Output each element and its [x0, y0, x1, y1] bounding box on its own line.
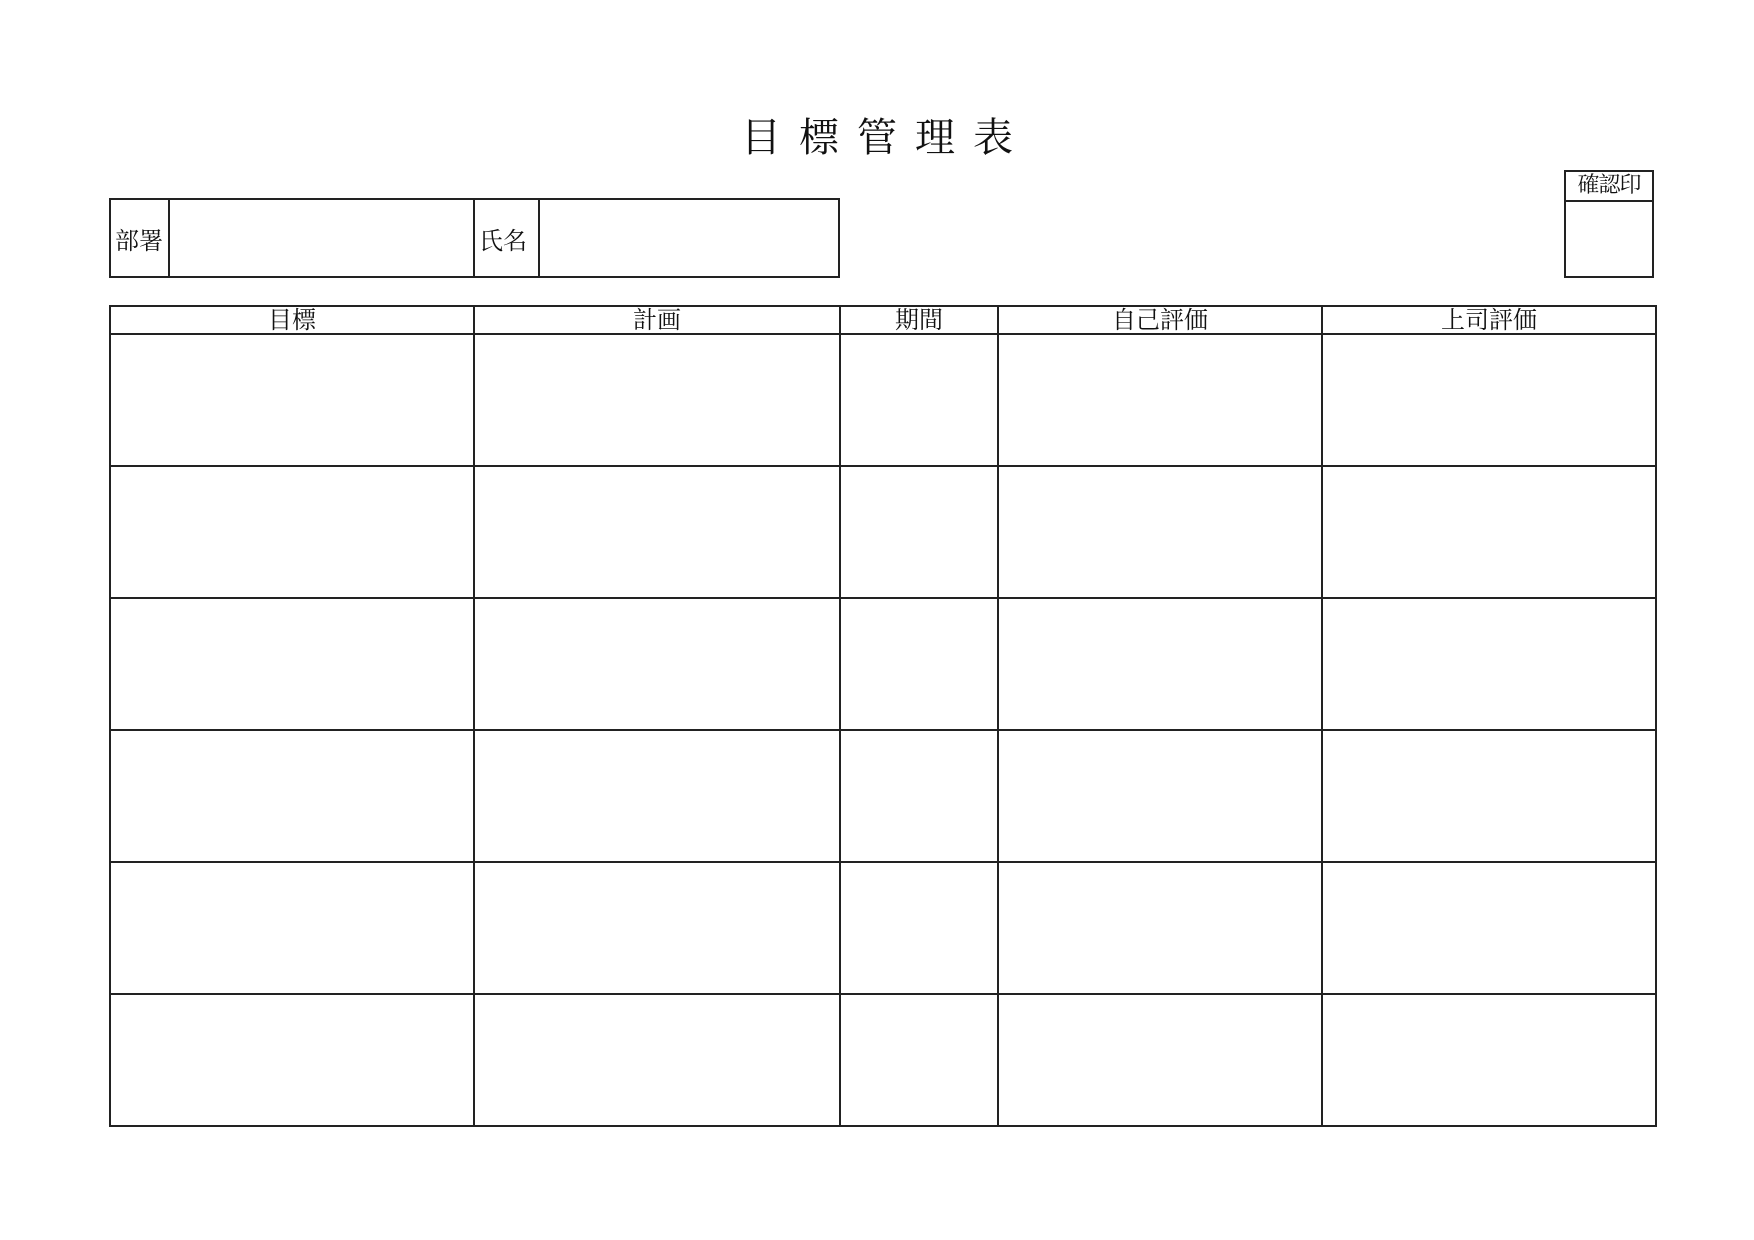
- goal-cell[interactable]: [110, 598, 474, 730]
- supervisor-evaluation-cell[interactable]: [1322, 466, 1656, 598]
- period-cell[interactable]: [840, 334, 998, 466]
- self-evaluation-cell[interactable]: [998, 730, 1322, 862]
- name-label: 氏名: [474, 199, 539, 277]
- column-header-plan: 計画: [474, 306, 840, 334]
- column-header-supervisor-evaluation: 上司評価: [1322, 306, 1656, 334]
- period-cell[interactable]: [840, 994, 998, 1126]
- self-evaluation-cell[interactable]: [998, 466, 1322, 598]
- column-header-goal: 目標: [110, 306, 474, 334]
- supervisor-evaluation-cell[interactable]: [1322, 730, 1656, 862]
- period-cell[interactable]: [840, 862, 998, 994]
- page-title: 目標管理表: [741, 115, 1031, 161]
- goal-cell[interactable]: [110, 730, 474, 862]
- confirmation-stamp-area[interactable]: [1566, 202, 1652, 278]
- department-label: 部署: [110, 199, 169, 277]
- supervisor-evaluation-cell[interactable]: [1322, 994, 1656, 1126]
- self-evaluation-cell[interactable]: [998, 994, 1322, 1126]
- table-row: [110, 598, 1656, 730]
- supervisor-evaluation-cell[interactable]: [1322, 862, 1656, 994]
- goal-cell[interactable]: [110, 862, 474, 994]
- department-field[interactable]: [169, 199, 474, 277]
- period-cell[interactable]: [840, 598, 998, 730]
- plan-cell[interactable]: [474, 862, 840, 994]
- self-evaluation-cell[interactable]: [998, 862, 1322, 994]
- table-row: [110, 994, 1656, 1126]
- table-row: [110, 466, 1656, 598]
- column-header-period: 期間: [840, 306, 998, 334]
- info-table: [109, 198, 840, 278]
- confirmation-stamp-box: [1564, 170, 1654, 278]
- table-row: [110, 334, 1656, 466]
- table-row: [110, 862, 1656, 994]
- column-header-self-evaluation: 自己評価: [998, 306, 1322, 334]
- info-row: [110, 199, 839, 277]
- confirmation-stamp-label: 確認印: [1566, 172, 1652, 202]
- supervisor-evaluation-cell[interactable]: [1322, 334, 1656, 466]
- plan-cell[interactable]: [474, 598, 840, 730]
- period-cell[interactable]: [840, 730, 998, 862]
- self-evaluation-cell[interactable]: [998, 598, 1322, 730]
- name-field[interactable]: [539, 199, 839, 277]
- self-evaluation-cell[interactable]: [998, 334, 1322, 466]
- supervisor-evaluation-cell[interactable]: [1322, 598, 1656, 730]
- goal-cell[interactable]: [110, 466, 474, 598]
- goal-table: [109, 305, 1657, 1127]
- goal-cell[interactable]: [110, 994, 474, 1126]
- plan-cell[interactable]: [474, 730, 840, 862]
- period-cell[interactable]: [840, 466, 998, 598]
- goal-table-header-row: [110, 306, 1656, 334]
- plan-cell[interactable]: [474, 334, 840, 466]
- plan-cell[interactable]: [474, 466, 840, 598]
- table-row: [110, 730, 1656, 862]
- goal-cell[interactable]: [110, 334, 474, 466]
- plan-cell[interactable]: [474, 994, 840, 1126]
